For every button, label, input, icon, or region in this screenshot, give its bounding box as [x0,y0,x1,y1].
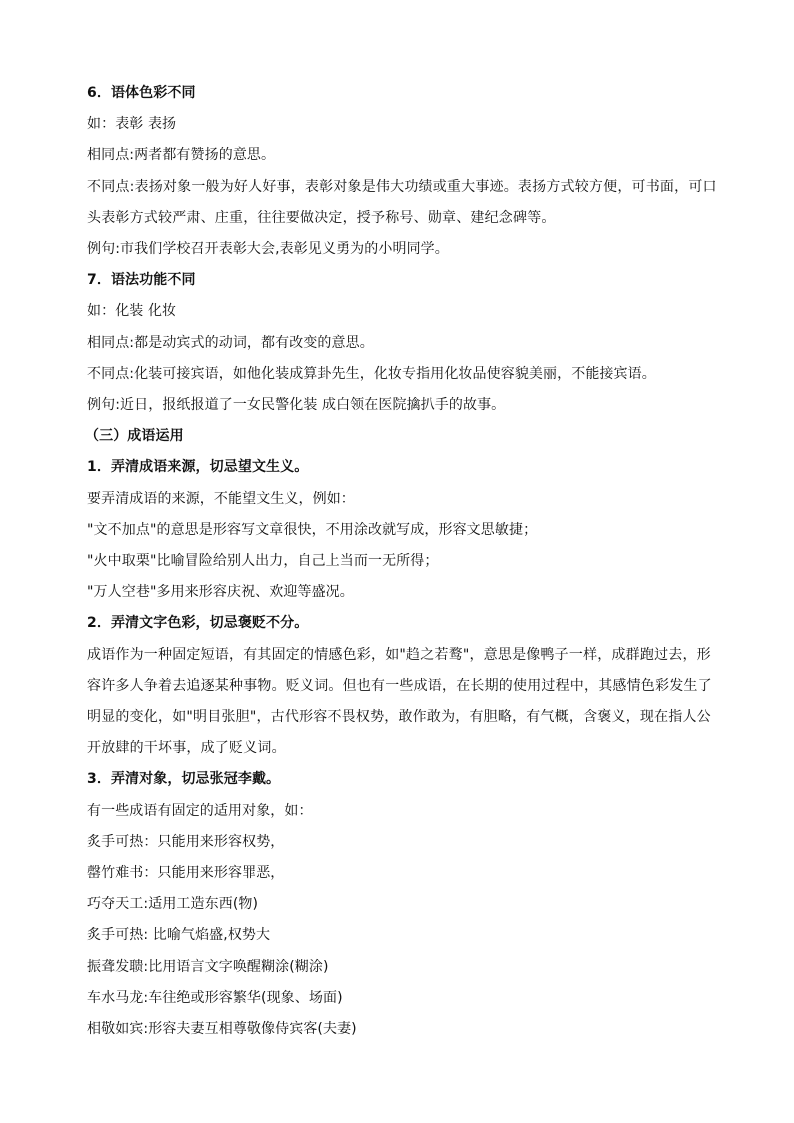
body-line: "万人空巷"多用来形容庆祝、欢迎等盛况。 [87,584,354,601]
idiom-line: 炙手可热：只能用来形容权势， [87,833,285,850]
section-heading: 6．语体色彩不同 [87,85,196,101]
similarity-line: 相同点:两者都有赞扬的意思。 [87,147,276,164]
sample-sentence: 例句:市我们学校召开表彰大会,表彰见义勇为的小明同学。 [87,241,449,258]
section-heading: 1．弄清成语来源，切忌望文生义。 [87,459,309,476]
idiom-line: 振聋发聩:比用语言文字唤醒糊涂(糊涂) [87,958,329,975]
body-line: 要弄清成语的来源，不能望文生义，例如： [87,490,355,507]
section-heading: 3．弄清对象，切忌张冠李戴。 [87,771,281,788]
body-line: "火中取栗"比喻冒险给别人出力，自己上当而一无所得； [87,553,439,570]
section-heading: 7．语法功能不同 [87,272,196,289]
difference-line: 不同点:化装可接宾语，如他化装成算卦先生，化妆专指用化妆品使容貌美丽，不能接宾语。 [87,365,656,382]
similarity-line: 相同点:都是动宾式的动词，都有改变的意思。 [87,334,374,351]
document-page [87,78,717,1045]
example-line: 如：表彰 表扬 [87,116,177,133]
idiom-line: 车水马龙:车往绝或形容繁华(现象、场面) [87,989,343,1006]
example-line: 如：化装 化妆 [87,303,177,320]
section-heading: 2．弄清文字色彩，切忌褒贬不分。 [87,615,309,632]
body-line: "文不加点"的意思是形容写文章很快，不用涂改就写成，形容文思敏捷； [87,521,538,538]
chapter-heading: （三）成语运用 [85,428,184,445]
body-line: 有一些成语有固定的适用对象，如： [87,802,313,819]
idiom-line: 罄竹难书：只能用来形容罪恶， [87,865,285,882]
idiom-line: 炙手可热: 比喻气焰盛,权势大 [87,927,271,944]
idiom-line: 巧夺天工:适用工造东西(物) [87,896,259,913]
body-paragraph: 成语作为一种固定短语，有其固定的情感色彩，如"趋之若鹜"，意思是像鸭子一样，成群跑过去，形容许多人争着去追逐某种事物。贬义词。但也有一些成语，在长期的使用过程中，其感情色彩发生了明显的变化，如"明目张胆"，古代形容不畏权势，敢作敢为，有胆略，有气概，含褒义，现在指人公开放肆的干坏事，成了贬义词。 [87,646,712,757]
idiom-line: 相敬如宾:形容夫妻互相尊敬像侍宾客(夫妻) [87,1021,357,1038]
sample-sentence: 例句:近日，报纸报道了一女民警化装 成白领在医院擒扒手的故事。 [87,397,506,414]
difference-paragraph: 不同点:表扬对象一般为好人好事，表彰对象是伟大功绩或重大事迹。表扬方式较方便，可书面，可口头表彰方式较严肃、庄重，往往要做决定，授予称号、勋章、建纪念碑等。 [87,178,717,226]
